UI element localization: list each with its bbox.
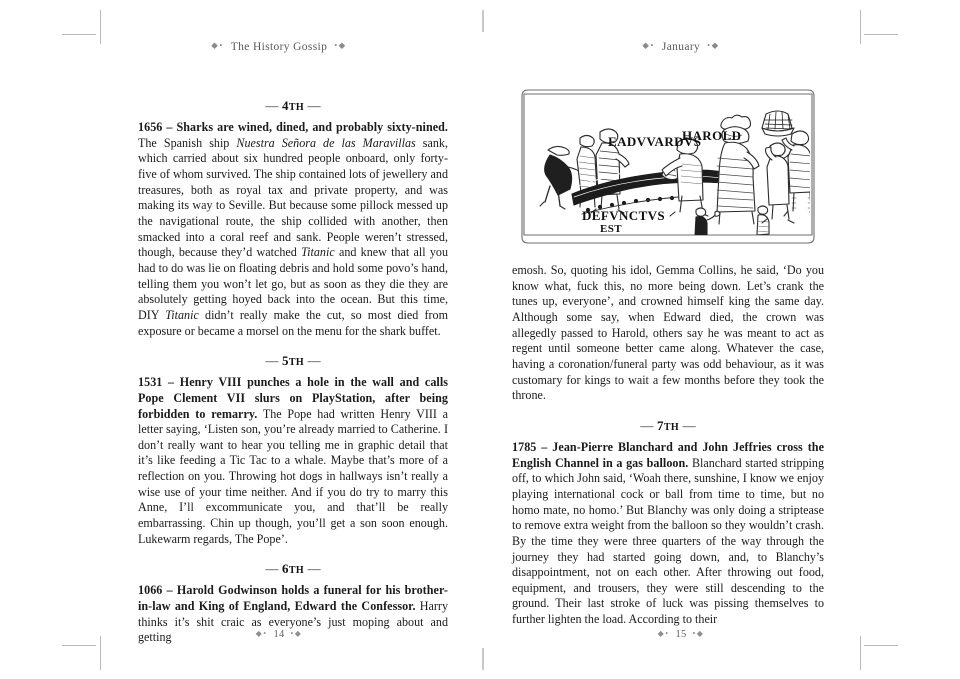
entry-body-7th <box>512 440 824 628</box>
entry-heading-4th <box>138 98 448 114</box>
entry-text-4th-6: didn’t really make the cut, so most died from exposure or became a morsel on the menu for the shark buffet. <box>138 307 448 338</box>
ornament-left-icon: ◆• <box>642 40 655 50</box>
entry-text-4th-5: Titanic <box>165 307 199 322</box>
entry-day-ordinal: TH <box>288 565 304 577</box>
folio-left <box>88 629 470 641</box>
entry-text-7th-0: Blanchard started stripping off, to which John said, ‘Woah there, sunshine, I know we enjoy playing international cock or ball from time to time, but no homo mate, no homo.’ But Blanchy was only doing a striptease to remove extra weight from the balloon so they wouldn’t crash. By the time they were three quarters of the way through the journey they had started going down, and, to Blanchy’s disappointment, not on each other. After throwing out food, equipment, and trousers, they were still descending to the ground. Their last stroke of luck was pissing themselves to further lighten the load. According to their <box>512 455 824 627</box>
entry-body-5th <box>138 375 448 547</box>
rule-right: — <box>307 353 321 369</box>
folio-right <box>490 629 872 641</box>
entry-day-ordinal: TH <box>288 102 304 113</box>
crop-mark-top-right-v <box>860 10 861 44</box>
running-head-right <box>490 40 872 56</box>
running-head-month: January <box>661 40 701 53</box>
entry-day-number: 5 <box>282 353 289 369</box>
entry-text-4th-3: Titanic <box>301 245 335 260</box>
rule-right: — <box>307 561 321 577</box>
running-head-title: The History Gossip <box>230 40 328 53</box>
rule-left: — <box>265 353 279 369</box>
page-left <box>88 40 470 645</box>
rule-left: — <box>640 417 654 433</box>
entry-text-continuation: emosh. So, quoting his idol, Gemma Collins, he said, ‘Do you know what, fuck this, no more being down. Let’s crank the tunes up, everyone’, and crowned himself king the same day. Although some say, when Edward died, the crown was allegedly passed to Harold, others say he was meant to act as regent until someone better came along. Whatever the case, having a coronation/funeral party was odd behaviour, as it was customary for kings to wait a few months before they took the throne. <box>512 263 824 403</box>
crop-mark-top-left-v <box>100 10 101 44</box>
page-number-right: 15 <box>675 629 687 640</box>
rule-right: — <box>682 417 696 433</box>
entry-text-4th-2: sank, which carried about six hundred people onboard, only forty-five of whom survived. The ship contained lots of jewellery and treasures, both as royal tax and private property, and was making its way to Seville. But because some pillock messed up the navigational route, the ship collided with another, then smacked into a coral reef and sank. People weren’t stressed, though, because they’d watched <box>138 135 449 260</box>
entry-day-ordinal: TH <box>288 357 304 369</box>
entry-day-number: 6 <box>282 561 289 577</box>
entry-text-4th-4: and knew that all you had to do was lie on floating debris and hold some povo’s hand, telling them you won’t let go, but as soon as they die they are absolutely getting hoyed back into the ocean. But this time, DIY <box>138 245 448 322</box>
entry-body-4th <box>138 120 448 339</box>
registration-mark-bottom <box>482 648 484 670</box>
entry-text-4th-1: Nuestra Señora de las Maravillas <box>236 135 416 150</box>
folio-ornament-left-icon: ◆• <box>657 628 670 638</box>
crop-mark-top-right-h <box>864 34 898 35</box>
entry-lead-7th: 1785 – Jean-Pierre Blanchard and John Jeffries cross the English Channel in a gas balloon. <box>512 439 824 470</box>
text-column-left <box>138 84 448 646</box>
entry-lead-6th: 1066 – Harold Godwinson holds a funeral for his brother-in-law and King of England, Edward the Confessor. <box>138 583 448 614</box>
ornament-left-icon: ◆• <box>211 40 224 50</box>
crop-mark-bottom-right-v <box>860 636 861 670</box>
folio-ornament-right-icon: •◆ <box>692 628 705 638</box>
entry-day-ordinal: TH <box>663 421 679 433</box>
crop-mark-bottom-right-h <box>864 645 898 646</box>
entry-text-6th-0: Harry thinks it’s shit craic as everyone’s just moping about and getting <box>138 599 448 645</box>
illustration-bayeux-tapestry <box>512 84 824 249</box>
rule-left: — <box>265 98 279 113</box>
entry-heading-5th <box>138 353 448 369</box>
rule-left: — <box>265 561 279 577</box>
illustration-artwork <box>526 98 810 235</box>
entry-text-4th-0: The Spanish ship <box>138 135 237 150</box>
crop-mark-bottom-left-v <box>100 636 101 670</box>
illustration-inscription-defvnctvs: DEFVNCTVS <box>582 208 666 223</box>
page-number-left: 14 <box>273 629 285 640</box>
folio-ornament-left-icon: ◆• <box>255 628 268 638</box>
crop-mark-top-left-h <box>62 34 96 35</box>
crop-mark-bottom-left-h <box>62 645 96 646</box>
entry-heading-6th <box>138 561 448 577</box>
page-right <box>490 40 872 640</box>
illustration-inscription-harold: HAROLD <box>682 128 742 143</box>
folio-ornament-right-icon: •◆ <box>290 628 303 638</box>
rule-right: — <box>307 98 321 113</box>
illustration-inscription-est: EST <box>600 223 622 235</box>
ornament-right-icon: •◆ <box>334 40 347 50</box>
entry-day-number: 4 <box>282 98 289 113</box>
ornament-right-icon: •◆ <box>707 40 720 50</box>
entry-heading-7th <box>512 418 824 434</box>
entry-text-5th-0: The Pope had written Henry VIII a letter saying, ‘Listen son, you’re already married to Catherine. I don’t really want to hear you telling me in graphic detail that it’s like feeding a Tic Tac to a whale. Maybe that’s more of a reflection on you. Throwing hot dogs in hallways isn’t really a wise use of your time neither. And if you do try to marry this Anne, I’ll excommunicate you, and that’ll be really embarrassing. Chin up though, you’ll get a son soon enough. Lukewarm regards, The Pope’. <box>138 406 448 546</box>
running-head-left <box>88 40 470 56</box>
entry-body-continuation <box>512 263 824 404</box>
entry-lead-5th: 1531 – Henry VIII punches a hole in the wall and calls Pope Clement VII slurs on PlayStation, after being forbidden to remarry. <box>138 375 448 421</box>
entry-day-number: 7 <box>657 417 664 433</box>
text-column-right <box>512 84 824 628</box>
registration-mark-top <box>482 10 484 32</box>
entry-lead-4th: 1656 – Sharks are wined, dined, and probably sixty-nined. <box>138 120 448 134</box>
illustration-inscription-eadwardus: EADVVARDVS <box>608 134 702 149</box>
